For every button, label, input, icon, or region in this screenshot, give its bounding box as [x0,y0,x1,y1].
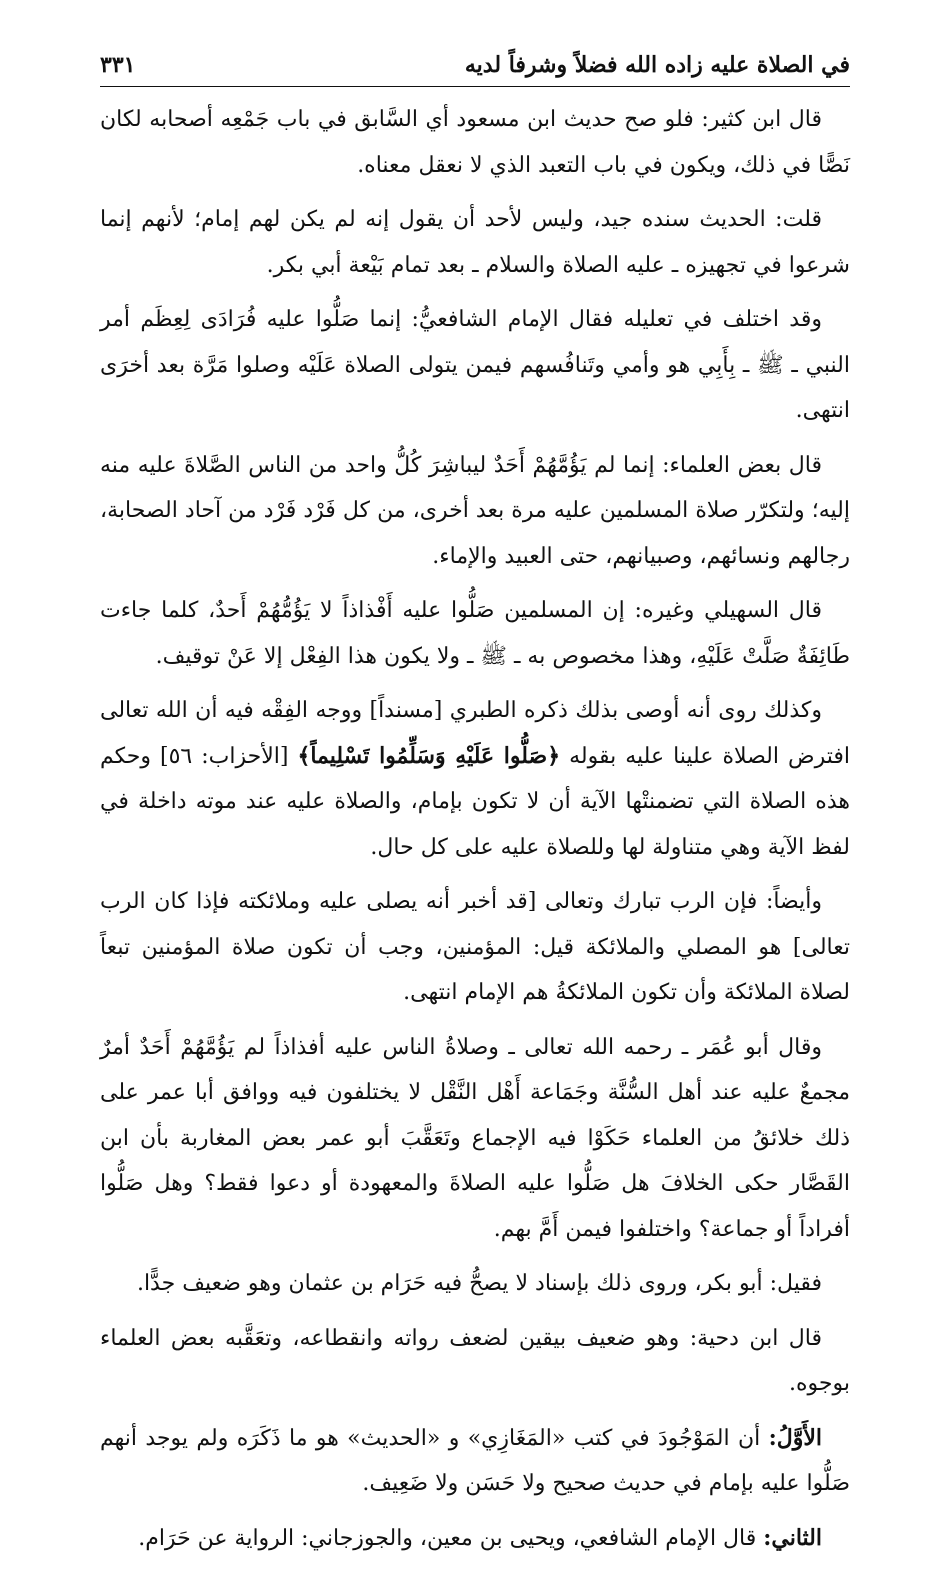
paragraph-6-after: [الأحزاب: ٥٦] وحكم هذه الصلاة التي تضمنتْها الآية أن لا تكون بإمام، والصلاة عليه عند موته داخلة في لفظ الآية وهي متناولة لها وللصلاة عليه على كل حال. [100,743,850,860]
paragraph-12-lead: الثاني: [763,1524,822,1551]
paragraph-4: قال بعض العلماء: إنما لم يَؤُمَّهُمْ أَحَدٌ ليباشِرَ كُلُّ واحد من الناس الصَّلاةَ عليه منه إليه؛ ولتكرّر صلاة المسلمين عليه مرة بعد أخرى، من كل فَرْد فَرْد من آحاد الصحابة، رجالهم ونسائهم، وصبيانهم، حتى العبيد والإماء. [100,452,850,569]
paragraph-8: وقال أبو عُمَر ـ رحمه الله تعالى ـ وصلاةُ الناس عليه أفذاذاً لم يَؤُمَّهُمْ أَحَدٌ أمرٌ مجمعٌ عليه عند أهل السُّنَّة وجَمَاعة أَهْل النَّقْل لا يختلفون فيه ووافق أبا عمر على ذلك خلائقُ من العلماء حَكَوْا فيه الإجماع وتَعَقَّبَ أبو عمر بعض المغاربة بأن ابن القَصَّار حكى الخلافَ هل صَلُّوا عليه الصلاةَ والمعهودة أو دعوا فقط؟ وهل صَلُّوا أفراداً أو جماعة؟ واختلفوا فيمن أَمَّ بهم. [100,1034,850,1242]
paragraph-11 [100,1416,850,1507]
paragraph-5: قال السهيلي وغيره: إن المسلمين صَلُّوا عليه أَفْذاذاً لا يَؤُمُّهُمْ أَحدٌ، كلما جاءت طَائِفَةٌ صَلَّتْ عَلَيْهِ، وهذا مخصوص به ـ ﷺ ـ ولا يكون هذا الفِعْل إلا عَنْ توقيف. [100,598,850,669]
running-title: في الصلاة عليه زاده الله فضلاً وشرفاً لديه [464,52,850,78]
quran-verse: ﴿صَلُّوا عَلَيْهِ وَسَلِّمُوا تَسْلِيماً﴾ [297,742,561,769]
paragraph-12-text: قال الإمام الشافعي، ويحيى بن معين، والجوزجاني: الرواية عن حَرَام. [138,1525,764,1551]
paragraph-2: قلت: الحديث سنده جيد، وليس لأحد أن يقول إنه لم يكن لهم إمام؛ لأنهم إنما شرعوا في تجهيزه ـ عليه الصلاة والسلام ـ بعد تمام بَيْعة أبي بكر. [100,207,850,278]
paragraph-6 [100,688,850,870]
paragraph-10: قال ابن دحية: وهو ضعيف بيقين لضعف رواته وانقطاعه، وتعَقَّبه بعض العلماء بوجوه. [100,1325,850,1396]
paragraph-7: وأيضاً: فإن الرب تبارك وتعالى [قد أخبر أنه يصلى عليه وملائكته فإذا كان الرب تعالى] هو المصلي والملائكة قيل: المؤمنين، وجب أن تكون صلاة المؤمنين تبعاً لصلاة الملائكة وأن تكون الملائكةُ هم الإمام انتهى. [100,889,850,1005]
paragraph-6-before: وكذلك روى أنه أوصى بذلك ذكره الطبري [مسنداً] ووجه الفِقْه فيه أن الله تعالى افترض الصلاة علينا عليه بقوله [100,698,850,769]
paragraph-1: قال ابن كثير: فلو صح حديث ابن مسعود أي السَّابق في باب جَمْعِه أصحابه لكان نَصًّا في ذلك، ويكون في باب التعبد الذي لا نعقل معناه. [100,107,850,178]
paragraph-3: وقد اختلف في تعليله فقال الإمام الشافعيُّ: إنما صَلُّوا عليه فُرَادَى لِعِظَم أمر النبي ـ ﷺ ـ بِأَبِي هو وأمي وتَنافُسهم فيمن يتولى الصلاة عَلَيْه وصلوا مَرَّة بعد أخرَى انتهى. [100,307,850,423]
paragraph-11-lead: الأَوَّلُ: [768,1424,822,1451]
page [100,52,850,1570]
paragraph-12 [100,1516,850,1562]
paragraph-11-text: أن المَوْجُودَ في كتب «المَغَازِي» و «الحديث» هو ما ذَكَرَه ولم يوجد أنهم صَلُّوا عليه بإمام في حديث صحيح ولا حَسَن ولا ضَعِيف. [100,1425,850,1496]
page-number: ٣٣١ [100,52,136,78]
header-rule [100,86,850,87]
paragraph-9: فقيل: أبو بكر، وروى ذلك بإسناد لا يصحُّ فيه حَرَام بن عثمان وهو ضعيف جدًّا. [136,1271,822,1296]
page-header [100,52,850,84]
